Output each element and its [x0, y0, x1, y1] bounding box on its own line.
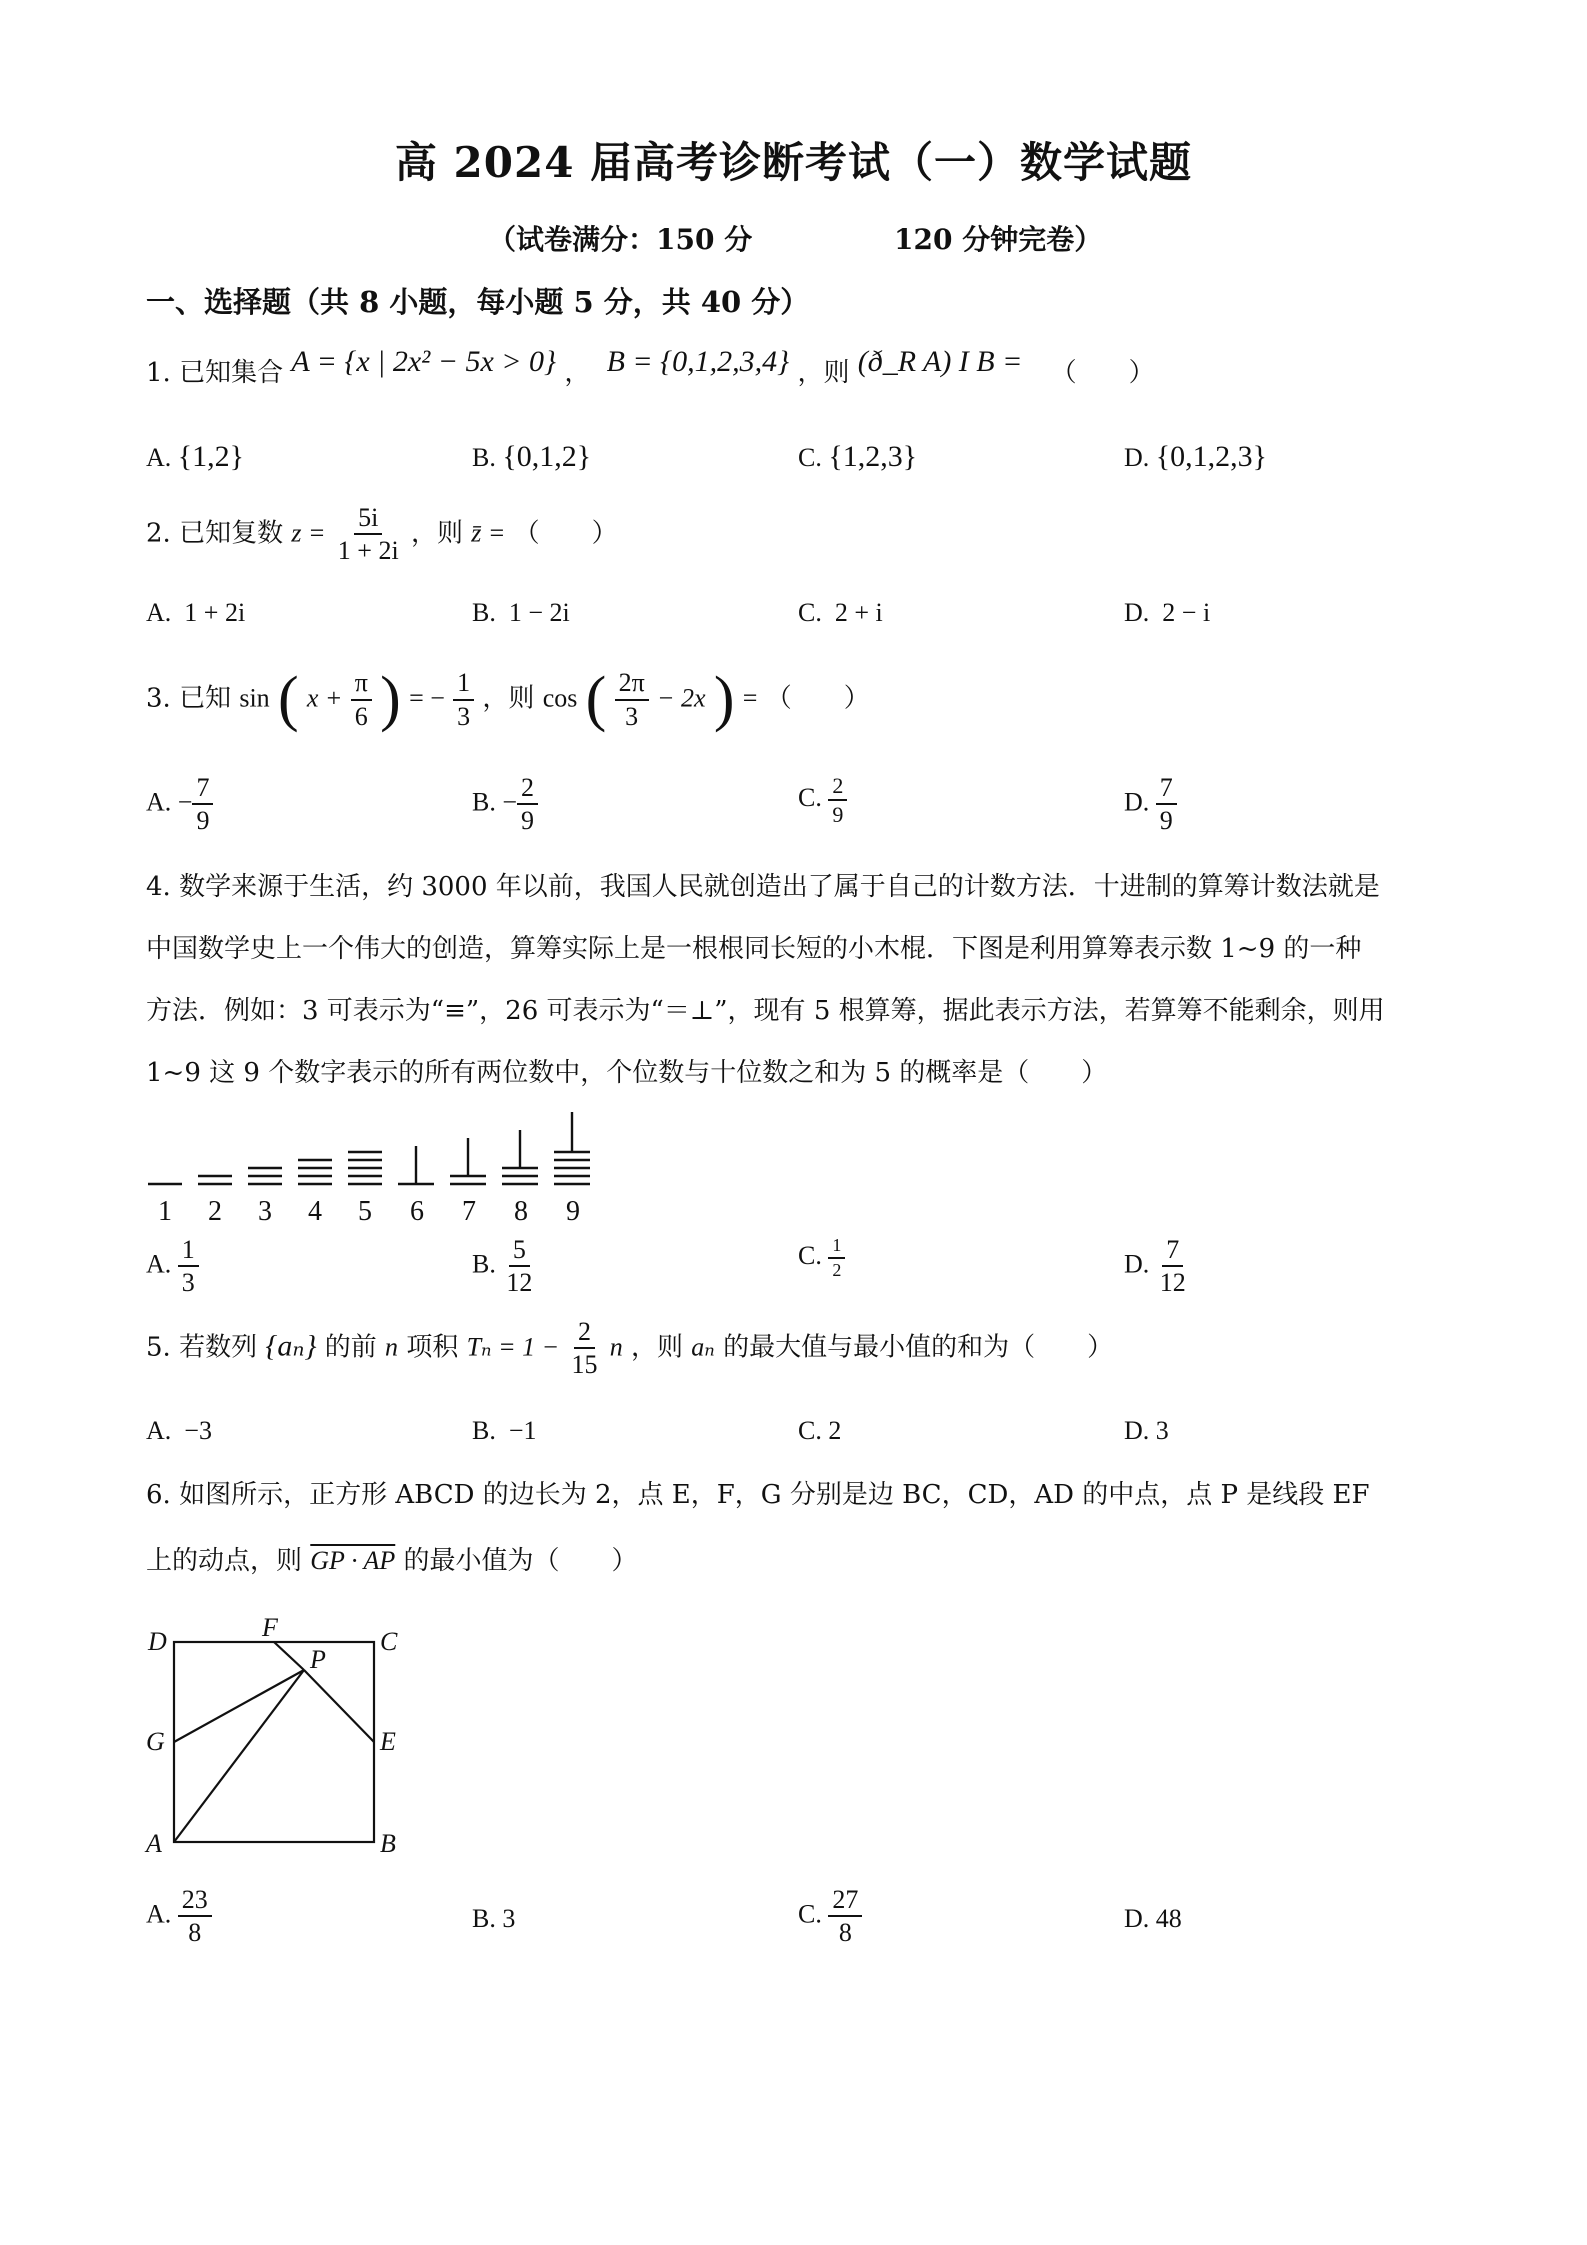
rod-label: 9 [566, 1196, 580, 1227]
q2-zbar: z̄ = [471, 518, 506, 548]
segment-gp [174, 1670, 304, 1742]
rod-label: 7 [462, 1196, 476, 1227]
section-heading: 一、选择题（共 8 小题，每小题 5 分，共 40 分） [146, 285, 810, 319]
q3-paren: （ ） [765, 683, 870, 714]
q5-then: ，则 [630, 1332, 683, 1363]
page-title: 高 2024 届高考诊断考试（一）数学试题 [394, 138, 1193, 187]
question-2 [146, 504, 618, 565]
q3-eq-neg: = − [409, 683, 445, 713]
q3-eq: = [742, 683, 758, 713]
q3-option-a: A. − $\frac{7}{9}$ [146, 774, 213, 835]
time-limit: 120 分钟完卷） [894, 223, 1103, 256]
q2-fraction: $\frac{5i}{1 + 2i}$ [337, 503, 399, 566]
q4-line-3: 方法．例如：3 可表示为“≡”，26 可表示为“＝⊥”，现有 5 根算筹，据此表示方法，若算筹不能剩余，则用 [146, 996, 1385, 1026]
q5-seq: {aₙ} [265, 1329, 317, 1363]
rod-label: 1 [158, 1196, 172, 1227]
question-1 [146, 345, 1155, 389]
q3-option-c: C. $\frac{2}{9}$ [798, 774, 847, 826]
counting-rods-figure [140, 1108, 620, 1198]
q3-option-b: B. − $\frac{2}{9}$ [472, 774, 538, 835]
rod-8 [502, 1130, 538, 1184]
q4-option-c: C. $\frac{1}{2}$ [798, 1236, 845, 1280]
q5-n: n [385, 1332, 399, 1362]
q6-option-d: D. 48 [1124, 1904, 1182, 1933]
q1-option-c: C. {1,2,3} [798, 440, 918, 473]
question-6-line-2 [146, 1540, 638, 1577]
q5-option-c: C. 2 [798, 1416, 842, 1445]
q1-option-d: D. {0,1,2,3} [1124, 440, 1268, 473]
q5-mid1: 的前 [324, 1332, 377, 1363]
q1-paren: （ ） [1050, 358, 1155, 388]
label-a: A [146, 1829, 162, 1858]
q6-option-c: C. $\frac{27}{8}$ [798, 1886, 862, 1947]
q1-option-a: A. {1,2} [146, 440, 245, 473]
q3-cos: cos [542, 683, 578, 713]
q5-rest: 的最大值与最小值的和为（ ） [723, 1332, 1114, 1363]
label-e: E [380, 1727, 396, 1756]
q2-prefix: 2. 已知复数 [146, 518, 284, 549]
square-abcd [174, 1642, 374, 1842]
q3-x-plus: x + [306, 683, 343, 713]
rod-label: 2 [208, 1196, 222, 1227]
q3-one-third: $\frac{1}{3}$ [453, 669, 474, 730]
q1-set-b: B = {0,1,2,3,4} [606, 345, 790, 378]
q5-tn: Tₙ = 1 − [466, 1332, 560, 1362]
q3-sin: sin [239, 683, 270, 713]
q5-option-b: B. −1 [472, 1416, 537, 1445]
label-b: B [380, 1829, 396, 1858]
q3-then: ，则 [482, 683, 535, 714]
rod-5 [348, 1152, 382, 1184]
label-f: F [262, 1613, 278, 1642]
q5-prefix: 5. 若数列 [146, 1332, 258, 1363]
q6-option-b: B. 3 [472, 1904, 516, 1933]
rod-label: 8 [514, 1196, 528, 1227]
label-c: C [380, 1627, 398, 1656]
q5-mid2: 项积 [406, 1332, 459, 1363]
q2-paren: （ ） [513, 518, 618, 549]
q6-line2-suffix: 的最小值为（ ） [403, 1546, 638, 1576]
question-6-line-1: 6. 如图所示，正方形 ABCD 的边长为 2，点 E，F，G 分别是边 BC，CD，AD 的中点，点 P 是线段 EF [146, 1480, 1370, 1510]
rod-3 [248, 1168, 282, 1184]
rod-label: 5 [358, 1196, 372, 1227]
q1-expr: (ð_R A) I B = [857, 345, 1023, 378]
q1-set-a: A = {x | 2x² − 5x > 0} [291, 345, 557, 378]
rod-label: 6 [410, 1196, 424, 1227]
q4-option-b: B. $\frac{5}{12}$ [472, 1235, 533, 1298]
question-3: 3. 已知 sin ( x + $\frac{\pi}{6}$ ) = − $\frac{1}{3}$ ，则 cos ( $\frac{2\pi}{3}$ − 2x ) = （ ） [146, 665, 870, 733]
q1-prefix: 1. 已知集合 [146, 358, 284, 388]
label-g: G [146, 1727, 165, 1756]
rod-4 [298, 1160, 332, 1184]
q4-line-2: 中国数学史上一个伟大的创造，算筹实际上是一根根同长短的小木棍．下图是利用算筹表示数 1~9 的一种 [146, 934, 1362, 964]
q2-option-a: A. 1 + 2i [146, 598, 246, 627]
q4-option-d: D. $\frac{7}{12}$ [1124, 1235, 1186, 1298]
q4-option-a: A. $\frac{1}{3}$ [146, 1236, 199, 1297]
rod-7 [450, 1138, 486, 1184]
q2-option-d: D. 2 − i [1124, 598, 1211, 627]
square-figure [140, 1606, 460, 1866]
q5-an: aₙ [691, 1332, 715, 1362]
q3-minus-2x: − 2x [656, 683, 706, 713]
q6-vector-expr: GP · AP [310, 1546, 396, 1575]
q2-z: z = [291, 518, 326, 548]
q3-two-pi-over-3: $\frac{2\pi}{3}$ [615, 669, 649, 730]
rod-label: 3 [258, 1196, 272, 1227]
label-p: P [310, 1645, 326, 1674]
q6-option-a: A. $\frac{23}{8}$ [146, 1886, 212, 1947]
q5-option-a: A. −3 [146, 1416, 212, 1445]
q3-option-d: D. $\frac{7}{9}$ [1124, 774, 1177, 835]
q2-then: ，则 [410, 518, 463, 549]
segment-fp [274, 1642, 304, 1670]
q3-pi-over-6: $\frac{\pi}{6}$ [351, 669, 372, 730]
q2-option-b: B. 1 − 2i [472, 598, 570, 627]
q1-then: ，则 [797, 358, 850, 388]
q6-line2-prefix: 上的动点，则 [146, 1546, 303, 1576]
q4-line-1: 4. 数学来源于生活，约 3000 年以前，我国人民就创造出了属于自己的计数方法．十进制的算筹计数法就是 [146, 872, 1380, 902]
q5-n2: n [609, 1332, 623, 1362]
q1-sep: ， [564, 358, 591, 388]
rod-9 [554, 1112, 590, 1184]
rod-2 [198, 1176, 232, 1184]
q5-fraction: $\frac{2}{15}$ [571, 1317, 598, 1380]
label-d: D [148, 1627, 167, 1656]
q1-option-b: B. {0,1,2} [472, 440, 592, 473]
rod-label: 4 [308, 1196, 322, 1227]
q4-line-4: 1~9 这 9 个数字表示的所有两位数中，个位数与十位数之和为 5 的概率是（ ） [146, 1058, 1108, 1088]
question-4-text [146, 856, 1446, 1104]
segment-ep [304, 1670, 374, 1742]
q5-option-d: D. 3 [1124, 1416, 1169, 1445]
q3-prefix: 3. 已知 [146, 683, 232, 714]
question-5 [146, 1318, 1113, 1379]
q2-option-c: C. 2 + i [798, 598, 883, 627]
rod-6 [398, 1146, 434, 1184]
full-score: （试卷满分：150 分 [488, 223, 753, 256]
segment-ap [174, 1670, 304, 1842]
